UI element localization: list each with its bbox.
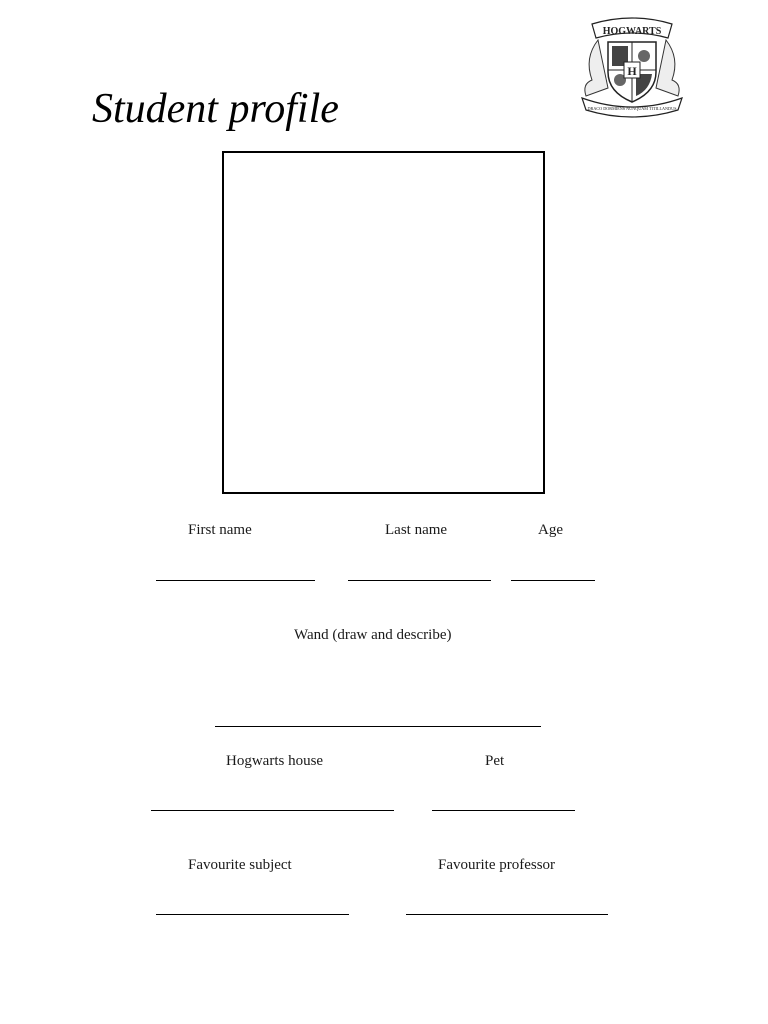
age-label: Age — [538, 522, 563, 538]
crest-banner-text: HOGWARTS — [602, 26, 662, 37]
crest-motto: DRACO DORMIENS NUNQUAM TITILLANDUS — [587, 106, 677, 111]
house-line[interactable] — [151, 810, 394, 811]
first-name-label: First name — [188, 522, 252, 538]
pet-label: Pet — [485, 753, 505, 769]
last-name-line[interactable] — [348, 580, 491, 581]
photo-box[interactable] — [222, 151, 545, 494]
crest-letter: H — [627, 64, 637, 78]
favourite-professor-label: Favourite professor — [438, 857, 556, 873]
favourite-professor-line[interactable] — [406, 914, 608, 915]
page-title: Student profile — [92, 86, 339, 132]
age-line[interactable] — [511, 580, 595, 581]
last-name-label: Last name — [385, 522, 448, 538]
favourite-subject-label: Favourite subject — [188, 857, 292, 873]
first-name-line[interactable] — [156, 580, 315, 581]
wand-label: Wand (draw and describe) — [294, 627, 452, 643]
pet-line[interactable] — [432, 810, 575, 811]
wand-line[interactable] — [215, 726, 541, 727]
house-label: Hogwarts house — [226, 753, 324, 769]
hogwarts-crest-icon — [578, 14, 686, 118]
favourite-subject-line[interactable] — [156, 914, 349, 915]
